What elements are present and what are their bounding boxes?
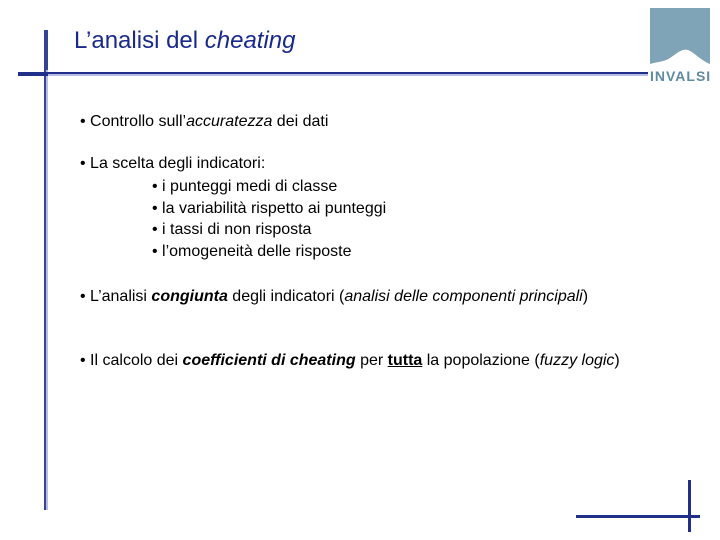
joint-emph: congiunta	[151, 288, 228, 305]
corner-rule-horizontal	[576, 515, 700, 518]
coef-emph: coefficienti di cheating	[182, 352, 356, 369]
bullet-accuracy-tail: dei dati	[272, 113, 329, 130]
bullet-accuracy-emph: accuratezza	[186, 113, 273, 130]
indicator-item: • i tassi di non risposta	[152, 221, 312, 238]
bullet-accuracy	[80, 113, 328, 131]
coef-italic: fuzzy logic	[539, 352, 615, 369]
joint-lead: • L’analisi	[80, 288, 152, 305]
indicator-item: • la variabilità rispetto ai punteggi	[152, 200, 387, 217]
bullet-cheating-coefficients	[80, 350, 670, 372]
logo-text: INVALSI	[650, 68, 712, 84]
page-title	[74, 27, 296, 55]
coef-mid: per	[355, 352, 388, 369]
title-emphasis: cheating	[204, 27, 296, 54]
indicator-item: • l’omogeneità delle risposte	[152, 243, 352, 260]
title-prefix: L’analisi del	[74, 27, 205, 54]
joint-italic: analisi delle componenti principali	[344, 288, 583, 305]
joint-tail: )	[582, 288, 589, 305]
coef-tail: )	[614, 352, 620, 369]
indicator-item: • i punteggi medi di classe	[152, 178, 338, 195]
bullet-joint-analysis	[80, 286, 670, 308]
title-rule-shadow	[48, 74, 648, 76]
left-rule-shadow	[46, 70, 48, 510]
coef-lead: • Il calcolo dei	[80, 352, 183, 369]
coef-mid2: la popolazione (	[422, 352, 540, 369]
corner-rule-vertical	[688, 480, 691, 532]
coef-underline: tutta	[387, 352, 423, 369]
bullet-indicators: • La scelta degli indicatori:	[80, 155, 266, 172]
joint-mid: degli indicatori (	[227, 288, 345, 305]
bullet-accuracy-lead: • Controllo sull’	[80, 113, 187, 130]
